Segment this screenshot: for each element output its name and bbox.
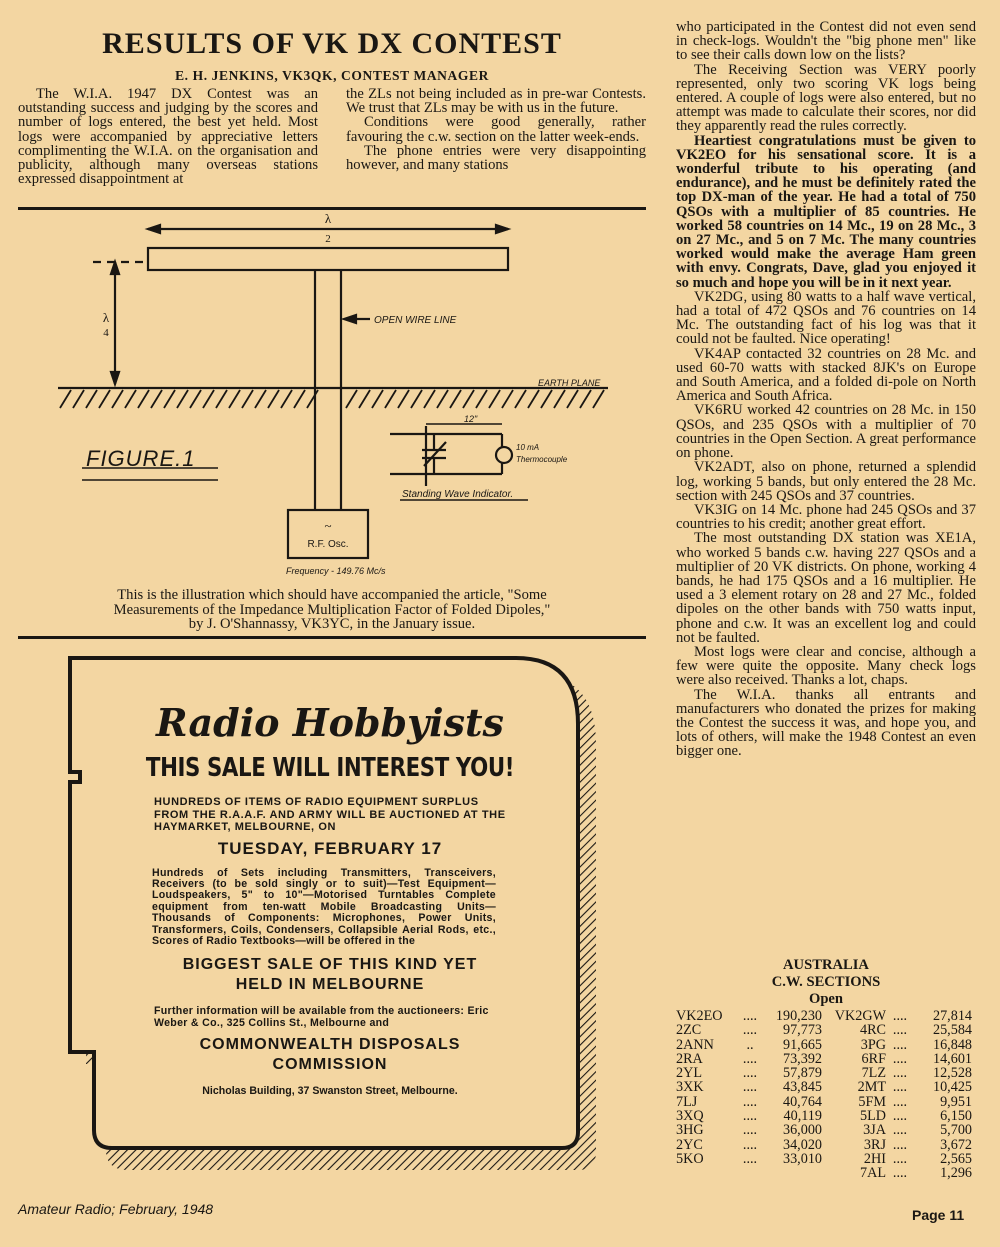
article-paragraph: VK3IG on 14 Mc. phone had 245 QSOs and 37 countries to his credit; another great effort. xyxy=(676,501,976,533)
score xyxy=(764,1166,822,1180)
score: 6,150 xyxy=(940,1108,972,1125)
table-row xyxy=(676,1138,976,1152)
caption-line: Measurements of the Impedance Multiplication Factor of Folded Dipoles," xyxy=(113,601,551,618)
leader-dots: .... xyxy=(742,1122,758,1139)
leader-dots: .... xyxy=(742,1136,758,1153)
score: 10,425 xyxy=(932,1079,972,1096)
lambda-side-numerator: λ xyxy=(102,310,110,325)
result-entry xyxy=(676,1009,826,1023)
leader-dots: .... xyxy=(742,1022,758,1039)
leader-dots: .. xyxy=(746,1036,754,1053)
score: 40,764 xyxy=(782,1093,822,1110)
lambda-denominator: 2 xyxy=(325,233,331,245)
score: 12,528 xyxy=(932,1065,972,1082)
leader-dots xyxy=(736,1166,764,1180)
frequency-label: Frequency - 149.76 Mc/s xyxy=(286,566,386,576)
article-paragraph: The most outstanding DX station was XE1A, who worked 5 bands c.w. having 227 QSOs and a multiplier of 20 VK districts. On phone, working 4 bands, he had 175 QSOs and a 16 multiplier. He used a 3 element rotary on 28 and 27 Mc., folded dipoles on the other bands with 750 watts input, phone and c.w. It was an excellent log and could not be faulted. xyxy=(676,530,976,646)
score: 14,601 xyxy=(932,1050,972,1067)
article-paragraph: The W.I.A. 1947 DX Contest was an outstanding success and judging by the scores and number of logs entered, the best yet held. Most logs were accompanied by appreciative letters complimenting the W.I.A. on the organisation and publicity, although many overseas stations expressed disappointment at xyxy=(18,86,318,188)
score: 36,000 xyxy=(782,1122,822,1139)
table-row xyxy=(676,1052,976,1066)
arrow-up-icon xyxy=(111,262,119,274)
result-entry xyxy=(676,1152,826,1166)
figure-caption xyxy=(30,588,634,632)
score: 40,119 xyxy=(783,1108,822,1125)
table-row xyxy=(676,1080,976,1094)
result-entry xyxy=(826,1066,976,1080)
divider-rule xyxy=(18,636,646,639)
divider-rule xyxy=(18,207,646,210)
table-row xyxy=(676,1023,976,1037)
result-entry xyxy=(826,1095,976,1109)
callsign: 2YL xyxy=(676,1065,703,1082)
lambda-numerator: λ xyxy=(324,212,332,226)
article-paragraph: The phone entries were very disappointing however, and many stations xyxy=(346,142,646,174)
oscillator-label: R.F. Osc. xyxy=(307,539,349,550)
callsign: 5LD xyxy=(859,1108,886,1125)
leader-dots: .... xyxy=(742,1093,758,1110)
result-entry xyxy=(826,1052,976,1066)
table-row xyxy=(676,1109,976,1123)
result-entry xyxy=(676,1138,826,1152)
score: 27,814 xyxy=(932,1008,972,1024)
results-section: C.W. SECTIONS xyxy=(771,974,881,990)
footer-page-number: Page 11 xyxy=(912,1207,965,1223)
callsign: 3PG xyxy=(860,1036,886,1053)
thermocouple-meter-icon xyxy=(496,447,512,463)
score: 9,951 xyxy=(940,1093,972,1110)
table-row xyxy=(676,1066,976,1080)
score: 73,392 xyxy=(782,1050,822,1067)
article-column-1 xyxy=(18,87,318,186)
score: 25,584 xyxy=(932,1022,972,1039)
callsign: 5FM xyxy=(858,1093,886,1110)
leader-dots: .... xyxy=(742,1008,758,1024)
table-row xyxy=(676,1038,976,1052)
callsign: 2ZC xyxy=(676,1022,702,1039)
callsign: 2RA xyxy=(676,1050,703,1067)
score: 97,773 xyxy=(782,1022,822,1039)
article-paragraph: the ZLs not being included as in pre-war Contests. We trust that ZLs may be with us in the future. xyxy=(346,86,646,117)
result-entry xyxy=(826,1109,976,1123)
score: 190,230 xyxy=(775,1008,822,1024)
result-entry xyxy=(676,1109,826,1123)
leader-dots: .... xyxy=(892,1008,908,1024)
results-heading xyxy=(676,957,976,1008)
leader-dots: .... xyxy=(892,1050,908,1067)
result-entry xyxy=(676,1080,826,1094)
score: 91,665 xyxy=(782,1036,822,1053)
leader-dots: .... xyxy=(742,1065,758,1082)
arrow-left-icon xyxy=(148,225,160,233)
callsign: 4RC xyxy=(859,1022,886,1039)
article-paragraph: VK2DG, using 80 watts to a half wave vertical, had a total of 472 QSOs and 76 countries on 14 Mc. The outstanding fact of his log was that it could not be faulted. Nice operating! xyxy=(676,288,976,348)
callsign: 3JA xyxy=(863,1122,886,1139)
caption-line: This is the illustration which should have accompanied the article, "Some xyxy=(117,587,547,603)
score: 57,879 xyxy=(782,1065,822,1082)
callsign: 3RJ xyxy=(863,1136,886,1153)
leader-dots: .... xyxy=(892,1136,908,1153)
leader-dots: .... xyxy=(892,1108,908,1125)
footer-publication: Amateur Radio; February, 1948 xyxy=(18,1201,214,1217)
callsign: 7LZ xyxy=(861,1065,886,1082)
arrow-down-icon xyxy=(111,372,119,384)
article-column-3 xyxy=(676,20,976,759)
article-paragraph: The Receiving Section was VERY poorly represented, only two scoring VK logs being entered. A couple of logs were also entered, but no attempt was made to calculate their scores, nor did they apparently read the rules correctly. xyxy=(676,61,976,135)
article-paragraph: Conditions were good generally, rather favouring the c.w. section on the latter week-ends. xyxy=(346,114,646,145)
article-title: RESULTS OF VK DX CONTEST xyxy=(102,27,562,60)
leader-dots: .... xyxy=(892,1036,908,1053)
article-paragraph: VK2ADT, also on phone, returned a splendid log, working 5 bands, but only entered the 28 Mc. section with 245 QSOs and 37 countries. xyxy=(676,459,976,504)
ad-title: Radio Hobbyists xyxy=(156,700,504,745)
advertisement xyxy=(100,700,560,1097)
article-column-2 xyxy=(346,87,646,172)
result-entry xyxy=(676,1052,826,1066)
result-entry xyxy=(676,1166,826,1180)
ad-item-list: Hundreds of Sets including Transmitters, Transceivers, Receivers (to be sold singly or to suit)—Test Equipment—Loudspeakers, 5" to 10"—Motorised Turntables Complete equipment from ten-watt Mobile Broadcasting Units—Thousands of Components: Microphones, Power Units, Transformers, Coils, Condensers, Collapsible Aerial Rods, etc., Scores of Radio Textbooks—will be offered in the xyxy=(152,866,496,947)
oscillator-symbol: ~ xyxy=(324,518,332,533)
ad-headline-line: BIGGEST SALE OF THIS KIND YET xyxy=(182,956,478,974)
callsign: 3HG xyxy=(676,1122,704,1139)
leader-dots: .... xyxy=(892,1022,908,1039)
article-byline: E. H. JENKINS, VK3QK, CONTEST MANAGER xyxy=(175,68,489,83)
table-row xyxy=(676,1152,976,1166)
result-entry xyxy=(676,1038,826,1052)
leader-dots: .... xyxy=(742,1079,758,1096)
callsign: VK2GW xyxy=(834,1008,886,1024)
callsign: 7AL xyxy=(859,1165,886,1182)
arrow-right-icon xyxy=(496,225,508,233)
result-entry xyxy=(676,1095,826,1109)
article-paragraph: Heartiest congratulations must be given to VK2EO for his sensational score. It is a wonderful tribute to his operating (and endurance), and he must be definitely rated the top DX-man of the year. He had a total of 750 QSOs with a multiplier of 85 countries. He worked 58 countries on 14 Mc., 19 on 28 Mc., 3 on 27 Mc., and 5 on 7 Mc. The many countries worked would make the average Ham green with envy. Congrats, Dave, glad you enjoyed it so much and hope you will be in it next year. xyxy=(676,132,976,291)
folded-dipole xyxy=(148,248,508,270)
ad-address: Nicholas Building, 37 Swanston Street, Melbourne. xyxy=(202,1085,458,1098)
callsign: VK2EO xyxy=(676,1008,723,1024)
caption-line: by J. O'Shannassy, VK3YC, in the January issue. xyxy=(188,616,476,633)
result-entry xyxy=(826,1023,976,1037)
ad-commission-line: COMMONWEALTH DISPOSALS xyxy=(199,1036,461,1054)
results-table xyxy=(676,1009,976,1181)
article-paragraph: VK6RU worked 42 countries on 28 Mc. in 150 QSOs, and 235 QSOs with a multiplier of 70 countries in the Open Section. A great performance on phone. xyxy=(676,402,976,462)
ad-intro: HUNDREDS OF ITEMS OF RADIO EQUIPMENT SURPLUS FROM THE R.A.A.F. AND ARMY WILL BE AUCTIONED AT THE HAYMARKET, MELBOURNE, ON xyxy=(154,796,506,833)
score: 3,672 xyxy=(940,1136,972,1153)
callsign: 5KO xyxy=(676,1150,704,1167)
ma-label: 10 mA xyxy=(516,443,540,452)
result-entry xyxy=(826,1080,976,1094)
table-row xyxy=(676,1123,976,1137)
leader-dots: .... xyxy=(892,1079,908,1096)
ad-further-info: Further information will be available from the auctioneers: Eric Weber & Co., 325 Collins St., Melbourne and xyxy=(154,1005,489,1030)
callsign: 2HI xyxy=(863,1150,886,1167)
result-entry xyxy=(826,1138,976,1152)
open-wire-line-label: OPEN WIRE LINE xyxy=(374,315,457,326)
result-entry xyxy=(676,1123,826,1137)
result-entry xyxy=(826,1038,976,1052)
result-entry xyxy=(826,1123,976,1137)
callsign: 6RF xyxy=(861,1050,886,1067)
result-entry xyxy=(826,1166,976,1180)
callsign: 2YC xyxy=(676,1136,703,1153)
ad-commission xyxy=(100,1035,560,1075)
ad-subtitle: THIS SALE WILL INTEREST YOU! xyxy=(145,753,515,783)
results-country: AUSTRALIA xyxy=(783,957,869,973)
figure-label: FIGURE.1 xyxy=(86,446,196,471)
results-category: Open xyxy=(808,991,844,1007)
earth-plane-label: EARTH PLANE xyxy=(538,378,601,388)
article-paragraph: VK4AP contacted 32 countries on 28 Mc. and used 60-70 watts with stacked 8JK's on Europe and South America, and a folded di-pole on North America and South Africa. xyxy=(676,345,976,405)
score: 1,296 xyxy=(940,1165,972,1182)
callsign: 2MT xyxy=(857,1079,886,1096)
result-entry xyxy=(676,1066,826,1080)
twelve-inch-label: 12" xyxy=(464,414,478,424)
leader-dots: .... xyxy=(892,1165,908,1182)
ad-commission-line: COMMISSION xyxy=(272,1056,388,1074)
score: 5,700 xyxy=(940,1122,972,1139)
lambda-side-denominator: 4 xyxy=(103,327,109,339)
score: 33,010 xyxy=(782,1150,822,1167)
result-entry xyxy=(826,1009,976,1023)
table-row xyxy=(676,1166,976,1180)
score: 43,845 xyxy=(782,1079,822,1096)
leader-dots: .... xyxy=(892,1065,908,1082)
article-paragraph: who participated in the Contest did not even send in check-logs. Wouldn't the "big phone men" like to see their calls down low on the lists? xyxy=(676,19,976,64)
callsign: 3XQ xyxy=(676,1108,704,1125)
leader-dots: .... xyxy=(742,1108,758,1125)
article-paragraph: Most logs were clear and concise, although a few were quite the opposite. Many check logs were also received. Thanks a lot, chaps. xyxy=(676,643,976,689)
table-row xyxy=(676,1009,976,1023)
leader-dots: .... xyxy=(892,1122,908,1139)
standing-wave-indicator-label: Standing Wave Indicator. xyxy=(402,489,514,500)
leader-dots: .... xyxy=(892,1150,908,1167)
result-entry xyxy=(826,1152,976,1166)
result-entry xyxy=(676,1023,826,1037)
article-paragraph: The W.I.A. thanks all entrants and manufacturers who donated the prizes for making the Contest the success it was, and hope you, and lots of others, will make the 1948 Contest an even bigger one. xyxy=(676,686,976,760)
ad-headline xyxy=(100,955,560,995)
antenna-figure xyxy=(18,212,646,582)
score: 16,848 xyxy=(932,1036,972,1053)
ad-headline-line: HELD IN MELBOURNE xyxy=(235,976,425,994)
leader-dots: .... xyxy=(742,1150,758,1167)
callsign: 3XK xyxy=(676,1079,704,1096)
score: 2,565 xyxy=(940,1150,972,1167)
score: 34,020 xyxy=(782,1136,822,1153)
callsign: 2ANN xyxy=(676,1036,714,1053)
callsign xyxy=(676,1166,736,1180)
leader-dots: .... xyxy=(742,1050,758,1067)
thermocouple-label: Thermocouple xyxy=(516,455,568,464)
ad-date: TUESDAY, FEBRUARY 17 xyxy=(217,838,443,858)
table-row xyxy=(676,1095,976,1109)
leader-dots: .... xyxy=(892,1093,908,1110)
callsign: 7LJ xyxy=(676,1093,698,1110)
